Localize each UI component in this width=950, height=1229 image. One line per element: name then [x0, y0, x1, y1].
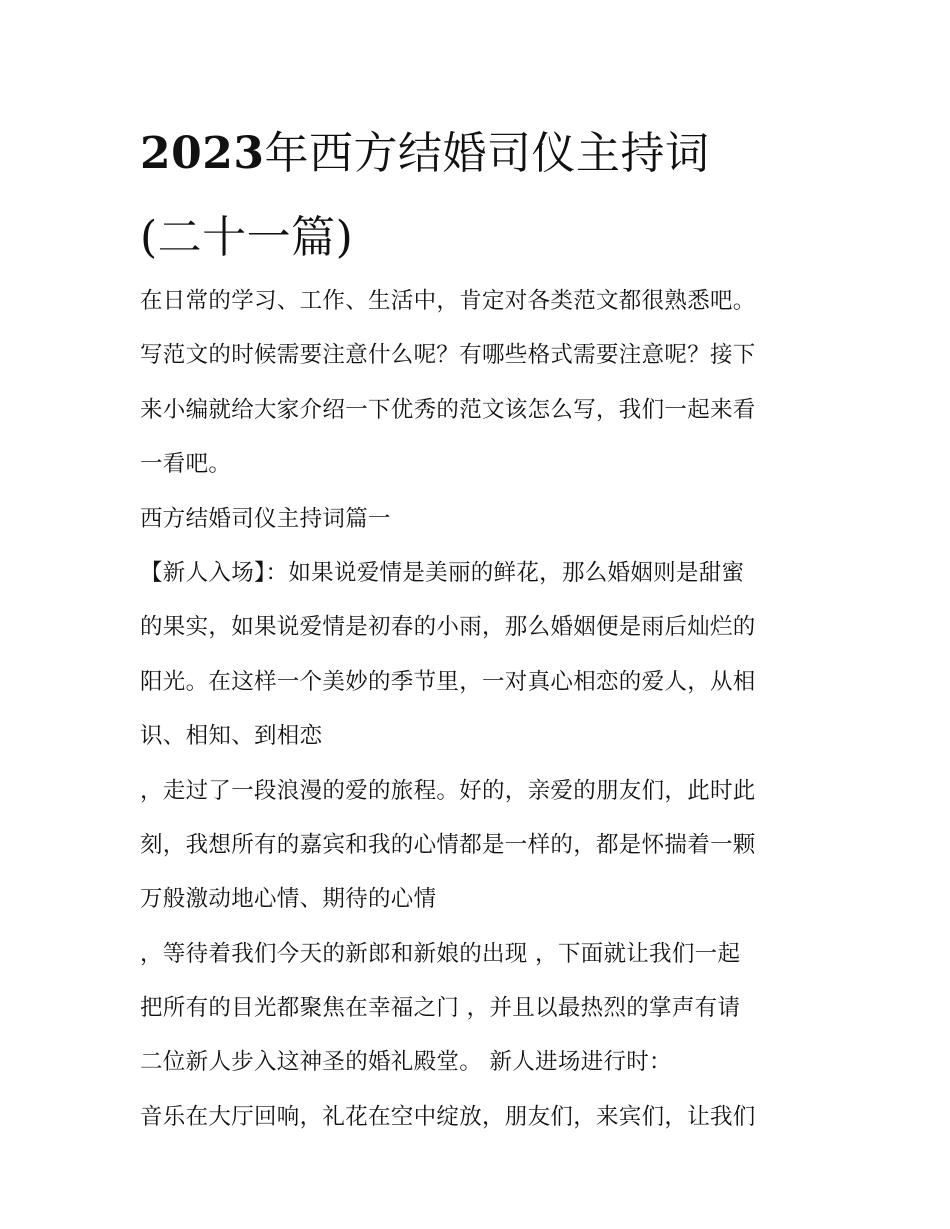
body-line: 【新人入场】：如果说爱情是美丽的鲜花，那么婚姻则是甜蜜	[140, 559, 745, 586]
body-line: 阳光。在这样一个美妙的季节里，一对真心相恋的爱人，从相	[140, 668, 756, 695]
body-line: 在日常的学习、工作、生活中，肯定对各类范文都很熟悉吧。	[140, 288, 756, 314]
body-line: 一看吧。	[140, 451, 232, 478]
section-heading: 西方结婚司仪主持词篇一	[140, 505, 391, 532]
body-line: 刻，我想所有的嘉宾和我的心情都是一样的，都是怀揣着一颗	[140, 831, 756, 858]
title-subtitle: (二十一篇)	[140, 212, 354, 263]
body-line: 的果实，如果说爱情是初春的小雨，那么婚姻便是雨后灿烂的	[140, 614, 756, 641]
body-line: 识、相知、到相恋	[140, 723, 323, 750]
title-year: 2023	[140, 128, 265, 179]
document-title	[140, 112, 820, 280]
title-text: 年西方结婚司仪主持词	[264, 128, 710, 179]
body-line: 把所有的目光都聚焦在幸福之门 ，并且以最热烈的掌声有请	[140, 995, 741, 1022]
body-line: ，走过了一段浪漫的爱的旅程。好的，亲爱的朋友们，此时此	[140, 777, 756, 804]
body-line: 写范文的时候需要注意什么呢？有哪些格式需要注意呢？接下	[140, 342, 756, 369]
body-line: 二位新人步入这神圣的婚礼殿堂。 新人进场进行时：	[140, 1049, 672, 1076]
document-body	[140, 274, 820, 1144]
body-line: ，等待着我们今天的新郎和新娘的出现 ，下面就让我们一起	[140, 940, 741, 967]
body-line: 万般激动地心情、期待的心情	[140, 886, 437, 913]
body-line: 音乐在大厅回响，礼花在空中绽放，朋友们，来宾们，让我们	[140, 1103, 756, 1130]
body-line: 来小编就给大家介绍一下优秀的范文该怎么写，我们一起来看	[140, 396, 756, 423]
